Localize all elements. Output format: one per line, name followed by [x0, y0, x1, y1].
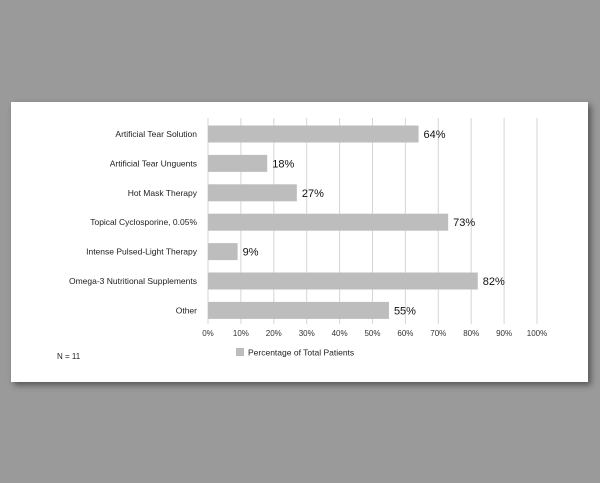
category-label: Artificial Tear Unguents: [109, 158, 197, 169]
data-label: 27%: [301, 187, 324, 200]
sample-size-note: N = 11: [57, 352, 81, 361]
x-tick-label: 90%: [496, 329, 513, 338]
x-tick-label: 30%: [298, 329, 315, 338]
x-tick-label: 100%: [526, 329, 548, 338]
x-tick-label: 70%: [430, 329, 447, 338]
data-label: 64%: [423, 129, 446, 141]
x-tick-label: 40%: [331, 329, 348, 338]
data-label: 9%: [242, 246, 259, 259]
bar-chart: [11, 102, 588, 382]
data-label: 18%: [272, 158, 295, 171]
legend-label: Percentage of Total Patients: [248, 347, 355, 358]
chart-card: [11, 102, 588, 382]
x-tick-label: 60%: [397, 329, 414, 338]
category-label: Other: [175, 305, 197, 316]
legend-swatch: [236, 348, 244, 356]
x-tick-label: 0%: [202, 329, 214, 338]
x-tick-label: 50%: [364, 329, 381, 338]
bar: [208, 302, 389, 319]
bar: [208, 155, 267, 172]
bar: [208, 126, 419, 143]
bar: [208, 273, 478, 290]
bar: [208, 184, 297, 201]
category-label: Artificial Tear Solution: [115, 129, 197, 139]
bar: [208, 243, 238, 260]
x-tick-label: 20%: [265, 329, 282, 338]
bar: [208, 214, 448, 231]
x-tick-label: 80%: [463, 329, 480, 338]
category-label: Hot Mask Therapy: [127, 187, 197, 198]
data-label: 82%: [482, 276, 505, 288]
x-tick-label: 10%: [232, 329, 249, 338]
data-label: 55%: [393, 305, 416, 318]
category-label: Topical Cyclosporine, 0.05%: [90, 217, 197, 228]
category-label: Omega-3 Nutritional Supplements: [68, 276, 197, 286]
category-label: Intense Pulsed-Light Therapy: [86, 246, 197, 257]
data-label: 73%: [453, 217, 476, 230]
